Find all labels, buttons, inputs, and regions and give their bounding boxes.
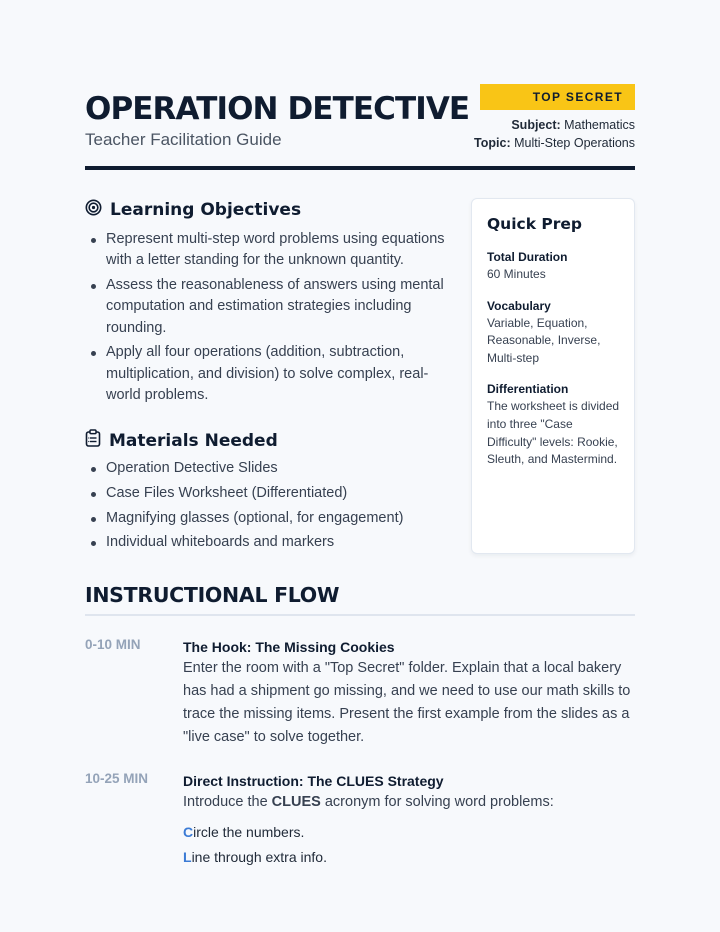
clue-item bbox=[183, 845, 638, 870]
vocabulary-label: Vocabulary bbox=[487, 298, 551, 313]
list-item: Assess the reasonableness of answers using mental computation and estimation strategies including rounding. bbox=[85, 275, 445, 339]
step-text-before: Introduce the bbox=[183, 794, 272, 810]
materials-heading bbox=[85, 429, 278, 452]
topic-line bbox=[474, 136, 635, 150]
subject-value: Mathematics bbox=[564, 118, 635, 132]
differentiation-value: The worksheet is divided into three "Case Difficulty" levels: Rookie, Sleuth, and Mastermind. bbox=[487, 399, 620, 467]
materials-list bbox=[85, 458, 445, 557]
objectives-list bbox=[85, 229, 445, 410]
clues-acronym: CLUES bbox=[271, 794, 321, 810]
target-icon bbox=[85, 199, 110, 221]
step-time: 10-25 MIN bbox=[85, 771, 149, 786]
list-item: Apply all four operations (addition, subtraction, multiplication, and division) to solve complex, real-world problems. bbox=[85, 342, 445, 406]
clipboard-icon bbox=[85, 429, 109, 452]
subject-line bbox=[511, 118, 635, 132]
differentiation-label: Differentiation bbox=[487, 382, 569, 397]
duration-value: 60 Minutes bbox=[487, 267, 546, 281]
list-item: Represent multi-step word problems using equations with a letter standing for the unknown quantity. bbox=[85, 229, 445, 272]
page-title: OPERATION DETECTIVE bbox=[85, 91, 470, 127]
step-body bbox=[183, 637, 638, 749]
flow-divider bbox=[85, 614, 635, 616]
duration-label: Total Duration bbox=[487, 250, 568, 264]
clue-initial: C bbox=[183, 824, 194, 840]
subject-label: Subject: bbox=[511, 118, 561, 132]
clue-text: ine through extra info. bbox=[191, 849, 327, 865]
step-text-after: acronym for solving word problems: bbox=[320, 794, 554, 810]
clue-item bbox=[183, 820, 638, 845]
list-item: Individual whiteboards and markers bbox=[85, 532, 445, 553]
objectives-heading-label: Learning Objectives bbox=[110, 200, 302, 220]
topic-value: Multi-Step Operations bbox=[514, 136, 635, 150]
top-secret-badge: TOP SECRET bbox=[480, 84, 635, 110]
objectives-heading bbox=[85, 199, 301, 221]
topic-label: Topic: bbox=[474, 136, 511, 150]
clues-list bbox=[183, 820, 638, 870]
step-time: 0-10 MIN bbox=[85, 637, 141, 652]
clue-initial: L bbox=[183, 849, 192, 865]
clue-text: ircle the numbers. bbox=[193, 824, 305, 840]
quick-prep-title: Quick Prep bbox=[487, 215, 583, 233]
list-item: Case Files Worksheet (Differentiated) bbox=[85, 483, 445, 504]
instructional-flow-heading: INSTRUCTIONAL FLOW bbox=[85, 583, 340, 607]
page-subtitle: Teacher Facilitation Guide bbox=[85, 130, 282, 149]
step-title: Direct Instruction: The CLUES Strategy bbox=[183, 773, 444, 789]
header bbox=[85, 84, 635, 170]
step-body bbox=[183, 771, 638, 870]
step-text: Enter the room with a "Top Secret" folder. Explain that a local bakery has had a shipment go missing, and we need to use our math skills to trace the missing items. Present the first example from the slides as a "live case" to solve together. bbox=[183, 660, 631, 745]
quick-prep-card bbox=[471, 198, 635, 554]
vocabulary-value: Variable, Equation, Reasonable, Inverse, Multi-step bbox=[487, 315, 601, 365]
step-text bbox=[183, 791, 638, 814]
list-item: Operation Detective Slides bbox=[85, 458, 445, 479]
list-item: Magnifying glasses (optional, for engagement) bbox=[85, 508, 445, 529]
step-title: The Hook: The Missing Cookies bbox=[183, 639, 395, 655]
header-divider bbox=[85, 166, 635, 170]
guide-page bbox=[85, 0, 635, 932]
materials-heading-label: Materials Needed bbox=[109, 430, 278, 451]
